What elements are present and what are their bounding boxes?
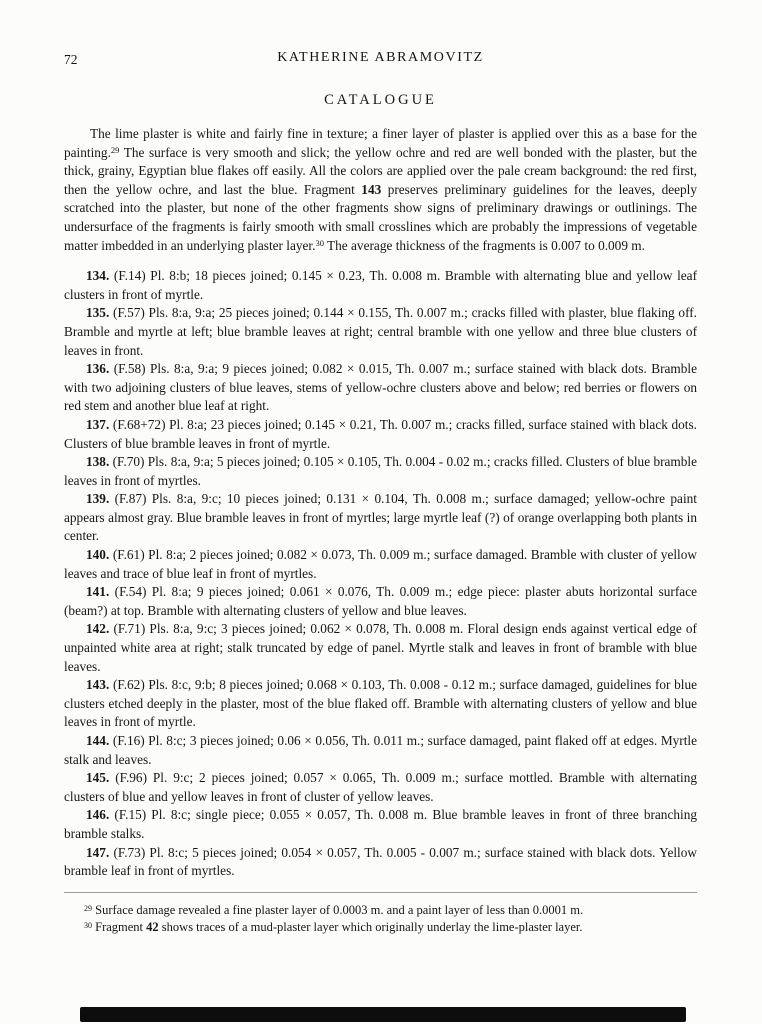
entry-text: (F.16) Pl. 8:c; 3 pieces joined; 0.06 × 0.056, Th. 0.011 m.; surface damaged, paint flaked off at edges. Myrtle stalk and leaves. <box>64 733 698 767</box>
catalogue-entry <box>64 732 697 769</box>
entry-number: 144. <box>86 733 110 748</box>
entry-number: 145. <box>86 770 110 786</box>
footnote-area <box>64 886 697 936</box>
entry-number: 143. <box>86 677 110 693</box>
entry-number: 137. <box>86 416 110 432</box>
footnote-marker: 29 <box>84 904 92 913</box>
catalogue-entry <box>64 769 697 806</box>
catalogue-entry <box>64 620 697 676</box>
catalogue-entry <box>64 844 697 881</box>
section-heading: CATALOGUE <box>324 92 437 108</box>
entry-number: 134. <box>86 268 110 284</box>
intro-text-2: The surface is very smooth and slick; the yellow ochre and red are well bonded with the plaster, but the thick, grainy, Egyptian blue flakes off easily. All the colors are applied over the pale cream background: the red first, then the yellow ochre, and last the blue. Fragment <box>64 144 697 197</box>
entry-number: 139. <box>86 491 110 507</box>
entry-number: 147. <box>86 844 110 860</box>
footnote-text: Fragment <box>92 920 147 934</box>
entry-text: (F.62) Pls. 8:c, 9:b; 8 pieces joined; 0.068 × 0.103, Th. 0.008 - 0.12 m.; surface damaged, guidelines for blue clusters etched deeply in the plaster, most of the blue flaked off. Bramble with alternating clusters of yellow and blue leaves in front of myrtle. <box>64 677 697 730</box>
footnote-29 <box>64 902 697 919</box>
footnote-ref-30: 30 <box>315 237 324 248</box>
page-number: 72 <box>64 52 78 67</box>
entry-text: (F.61) Pl. 8:a; 2 pieces joined; 0.082 × 0.073, Th. 0.009 m.; surface damaged. Bramble with cluster of yellow leaves and trace of blue leaf in front of myrtles. <box>64 547 697 581</box>
footnote-30 <box>64 919 697 936</box>
catalogue-entry <box>64 546 697 583</box>
footnote-ref-29: 29 <box>110 144 120 155</box>
catalogue-entry <box>64 360 697 416</box>
entry-text: (F.96) Pl. 9:c; 2 pieces joined; 0.057 × 0.065, Th. 0.009 m.; surface mottled. Bramble with alternating clusters of blue and yellow leaves in front of cluster of yellow leaves. <box>64 770 697 804</box>
catalogue-entry <box>64 304 697 360</box>
catalogue-entry <box>64 453 697 490</box>
entry-text: (F.15) Pl. 8:c; single piece; 0.055 × 0.057, Th. 0.008 m. Blue bramble leaves in front of three branching bramble stalks. <box>64 807 697 841</box>
entry-text: (F.70) Pls. 8:a, 9:a; 5 pieces joined; 0.105 × 0.105, Th. 0.004 - 0.02 m.; cracks filled. Clusters of blue bramble leaves in front of myrtles. <box>64 454 698 488</box>
footnote-rule <box>64 892 697 893</box>
catalogue-entry <box>64 583 697 620</box>
intro-text-1: The lime plaster is white and fairly fine in texture; a finer layer of plaster is applied over this as a base for the painting. <box>64 126 697 160</box>
entry-number: 146. <box>86 807 110 823</box>
footnote-marker: 30 <box>84 921 92 930</box>
catalogue-entry <box>64 490 697 546</box>
running-head <box>64 50 697 70</box>
footnote-text: Surface damage revealed a fine plaster layer of 0.0003 m. and a paint layer of less than 0.0001 m. <box>92 903 584 917</box>
entry-text: (F.54) Pl. 8:a; 9 pieces joined; 0.061 × 0.076, Th. 0.009 m.; edge piece: plaster abuts horizontal surface (beam?) at top. Bramble with alternating clusters of yellow and blue leaves. <box>64 584 697 618</box>
entry-text: (F.71) Pls. 8:a, 9:c; 3 pieces joined; 0.062 × 0.078, Th. 0.008 m. Floral design ends against vertical edge of unpainted white area at right; stalk truncated by edge of panel. Myrtle stalk and leaves in front of bramble with blue leaves. <box>64 621 697 674</box>
entry-text: (F.87) Pls. 8:a, 9:c; 10 pieces joined; 0.131 × 0.104, Th. 0.008 m.; surface damaged; yellow-ochre paint appears almost gray. Blue bramble leaves in front of myrtles; large myrtle leaf (?) of orange overlapping both plants in center. <box>64 491 697 544</box>
scan-artifact-bar <box>80 1007 686 1022</box>
catalogue-entry <box>64 806 697 843</box>
catalogue-entry <box>64 676 697 732</box>
intro-paragraph <box>64 125 697 255</box>
entry-number: 140. <box>86 547 110 563</box>
footnote-text: shows traces of a mud-plaster layer which originally underlay the lime-plaster layer. <box>158 920 583 934</box>
entry-number: 141. <box>86 584 110 600</box>
entry-number: 136. <box>86 361 110 377</box>
entry-number: 142. <box>86 621 110 637</box>
catalogue-entry <box>64 267 697 304</box>
intro-bold-fragment-number: 143 <box>361 181 382 197</box>
intro-text-3: preserves preliminary guidelines for the leaves, deeply scratched into the plaster, but none of the other fragments show signs of preliminary drawings or outlinings. The undersurface of the fragments is fairly smooth with small crosslines which are probably the impressions of vegetable matter imbedded in an underlying plaster layer. <box>64 181 698 253</box>
entry-text: (F.68+72) Pl. 8:a; 23 pieces joined; 0.145 × 0.21, Th. 0.007 m.; cracks filled, surface stained with black dots. Clusters of blue bramble leaves in front of myrtle. <box>64 416 697 451</box>
running-head-author: KATHERINE ABRAMOVITZ <box>277 50 484 65</box>
entry-text: (F.73) Pl. 8:c; 5 pieces joined; 0.054 × 0.057, Th. 0.005 - 0.007 m.; surface stained with black dots. Yellow bramble leaf in front of myrtles. <box>64 844 697 879</box>
entry-text: (F.14) Pl. 8:b; 18 pieces joined; 0.145 × 0.23, Th. 0.008 m. Bramble with alternating blue and yellow leaf clusters in front of myrtle. <box>64 268 697 302</box>
entry-number: 138. <box>86 454 110 470</box>
entry-text: (F.57) Pls. 8:a, 9:a; 25 pieces joined; 0.144 × 0.155, Th. 0.007 m.; cracks filled with plaster, blue flaking off. Bramble and myrtle at left; blue bramble leaves at right; central bramble with one yellow and three blue clusters of leaves in front. <box>64 305 698 358</box>
intro-text-4: The average thickness of the fragments is 0.007 to 0.009 m. <box>323 237 645 253</box>
entry-text: (F.58) Pls. 8:a, 9:a; 9 pieces joined; 0.082 × 0.015, Th. 0.007 m.; surface stained with black dots. Bramble with two adjoining clusters of blue leaves, stems of yellow-ochre clusters above and below; red berries or flowers on red stem and another blue leaf at right. <box>64 361 698 414</box>
footnote-bold-fragment-number: 42 <box>146 920 159 934</box>
entry-number: 135. <box>86 305 110 321</box>
catalogue-entries <box>64 267 697 881</box>
catalogue-entry <box>64 416 697 453</box>
